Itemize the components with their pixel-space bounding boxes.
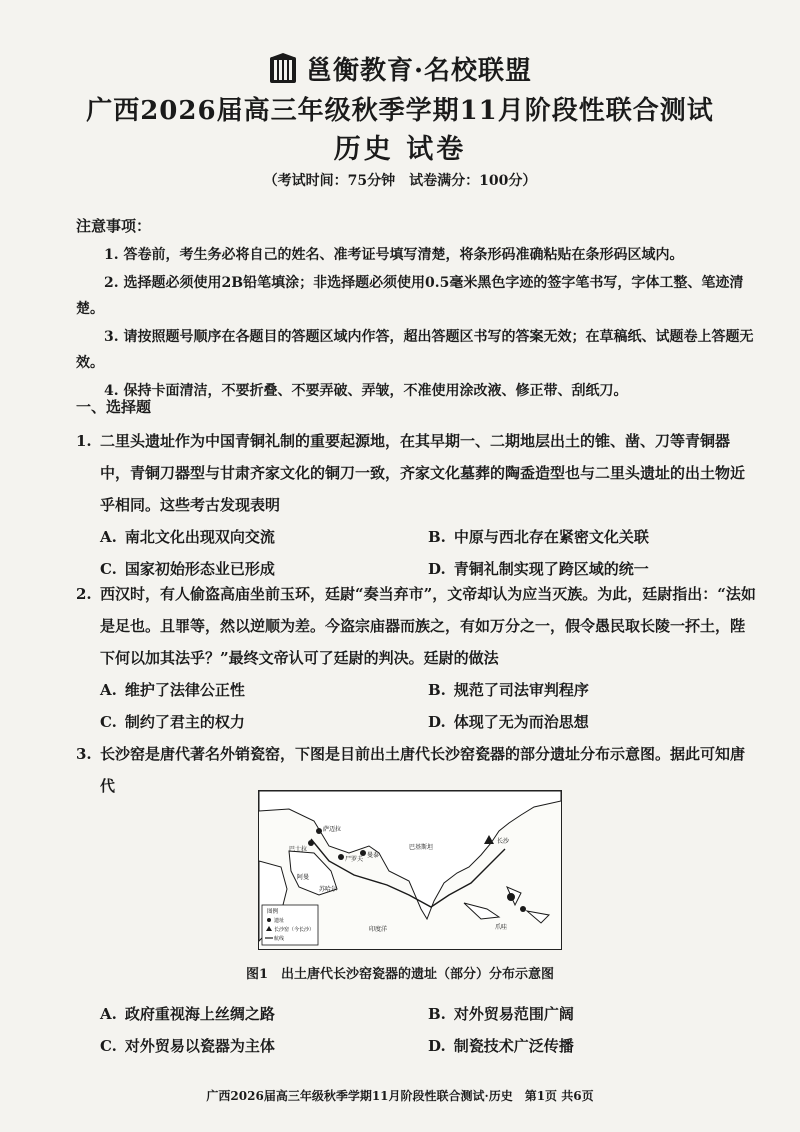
- option-c[interactable]: [100, 1030, 428, 1062]
- option-a[interactable]: [100, 521, 428, 553]
- option-label: B.: [428, 528, 446, 546]
- map-sea-islands: [464, 887, 549, 923]
- map-label: 长沙: [497, 838, 510, 845]
- question-2: [76, 578, 756, 738]
- option-label: D.: [428, 1037, 446, 1055]
- option-text: 南北文化出现双向交流: [124, 528, 275, 546]
- option-label: A.: [100, 528, 117, 546]
- option-label: A.: [100, 681, 117, 699]
- option-label: D.: [428, 560, 446, 578]
- option-label: B.: [428, 1005, 446, 1023]
- map-label: 尸罗夫: [345, 856, 364, 863]
- map-label: 苏哈尔: [319, 886, 338, 893]
- notice-item: 3. 请按照题号顺序在各题目的答题区域内作答，超出答题区书写的答案无效；在草稿纸、试题卷上答题无效。: [76, 329, 754, 371]
- map-label: 巴基斯坦: [409, 844, 434, 851]
- map-label: 巴士拉: [289, 846, 308, 853]
- map-legend-item: 航线: [274, 936, 285, 942]
- subject-title: 历史 试卷: [333, 134, 467, 165]
- map-site-marker: [520, 906, 526, 912]
- option-text: 制瓷技术广泛传播: [453, 1037, 574, 1055]
- option-text: 对外贸易范围广阔: [453, 1005, 574, 1023]
- option-d[interactable]: [428, 1030, 756, 1062]
- option-b[interactable]: [428, 521, 756, 553]
- question-text: 二里头遗址作为中国青铜礼制的重要起源地，在其早期一、二期地层出土的锥、凿、刀等青铜器中，青铜刀器型与甘肃齐家文化的铜刀一致，齐家文化墓葬的陶盉造型也与二里头遗址的出土物近乎相同。这些考古发现表明: [100, 432, 746, 514]
- option-text: 体现了无为而治思想: [453, 713, 589, 731]
- options: [76, 521, 756, 585]
- exam-title: 广西2026届高三年级秋季学期11月阶段性联合测试: [86, 96, 714, 126]
- option-c[interactable]: [100, 706, 428, 738]
- option-a[interactable]: [100, 998, 428, 1030]
- options: [76, 998, 756, 1062]
- question-stem: [76, 425, 756, 521]
- question-text: 西汉时，有人偷盗高庙坐前玉环，廷尉“奏当弃市”，文帝却认为应当灭族。为此，廷尉指出：“法如是足也。且罪等，然以逆顺为差。今盗宗庙器而族之，有如万分之一，假令愚民取长陵一抔土，陛下何以加其法乎？”最终文帝认可了廷尉的判决。廷尉的做法: [100, 585, 756, 667]
- option-text: 制约了君主的权力: [124, 713, 245, 731]
- notice-item: 1. 答卷前，考生务必将自己的姓名、准考证号填写清楚，将条形码准确粘贴在条形码区域内。: [104, 247, 684, 263]
- option-text: 对外贸易以瓷器为主体: [124, 1037, 275, 1055]
- map-legend-item: 遗址: [274, 918, 285, 924]
- notice-item: 2. 选择题必须使用2B铅笔填涂；非选择题必须使用0.5毫米黑色字迹的签字笔书写，字体工整、笔迹清楚。: [76, 275, 744, 317]
- option-text: 政府重视海上丝绸之路: [124, 1005, 275, 1023]
- map-legend-site-icon: [267, 918, 271, 922]
- question-stem: [76, 578, 756, 674]
- option-d[interactable]: [428, 706, 756, 738]
- options: [76, 674, 756, 738]
- map-label: 萨迈拉: [323, 826, 342, 833]
- map-label: 爪哇: [495, 924, 508, 931]
- question-number: 2.: [76, 585, 92, 603]
- option-text: 中原与西北存在紧密文化关联: [453, 528, 649, 546]
- notice-block: [76, 215, 756, 406]
- option-label: D.: [428, 713, 446, 731]
- map-caption: 图1 出土唐代长沙窑瓷器的遗址（部分）分布示意图: [245, 967, 555, 982]
- option-label: A.: [100, 1005, 117, 1023]
- map-label: 曼泰: [367, 852, 380, 859]
- map-legend-title: 图例: [267, 909, 279, 915]
- page-footer: 广西2026届高三年级秋季学期11月阶段性联合测试·历史 第1页 共6页: [206, 1089, 594, 1103]
- question-text: 长沙窑是唐代著名外销瓷窑，下图是目前出土唐代长沙窑瓷器的部分遗址分布示意图。据此可知唐代: [100, 745, 746, 795]
- option-a[interactable]: [100, 674, 428, 706]
- option-text: 青铜礼制实现了跨区域的统一: [453, 560, 649, 578]
- notice-item: 4. 保持卡面清洁，不要折叠、不要弄破、弄皱，不准使用涂改液、修正带、刮纸刀。: [104, 383, 628, 399]
- map-label: 印度洋: [369, 926, 388, 933]
- map-figure: [259, 791, 561, 949]
- option-text: 国家初始形态业已形成: [124, 560, 275, 578]
- map-legend-item: 长沙窑（今长沙）: [274, 927, 315, 933]
- exam-info: （考试时间：75分钟 试卷满分：100分）: [263, 173, 537, 189]
- option-b[interactable]: [428, 674, 756, 706]
- option-text: 规范了司法审判程序: [453, 681, 589, 699]
- brand-header: [0, 50, 800, 89]
- option-text: 维护了法律公正性: [124, 681, 245, 699]
- distribution-map: [258, 790, 562, 950]
- option-label: C.: [100, 1037, 117, 1055]
- map-label: 阿曼: [297, 874, 310, 881]
- brand-name: 邕衡教育·名校联盟: [305, 56, 533, 86]
- option-label: C.: [100, 713, 117, 731]
- question-number: 3.: [76, 745, 92, 763]
- map-site-marker: [316, 828, 322, 834]
- map-site-marker: [338, 854, 344, 860]
- option-label: B.: [428, 681, 446, 699]
- option-label: C.: [100, 560, 117, 578]
- section-heading: 一、选择题: [76, 398, 152, 416]
- map-site-marker: [507, 893, 515, 901]
- notice-title: 注意事项：: [76, 217, 152, 235]
- book-logo-icon: [268, 53, 298, 85]
- question-3-options: [76, 998, 756, 1062]
- map-site-marker: [308, 840, 314, 846]
- question-number: 1.: [76, 432, 92, 450]
- option-b[interactable]: [428, 998, 756, 1030]
- question-1: [76, 425, 756, 585]
